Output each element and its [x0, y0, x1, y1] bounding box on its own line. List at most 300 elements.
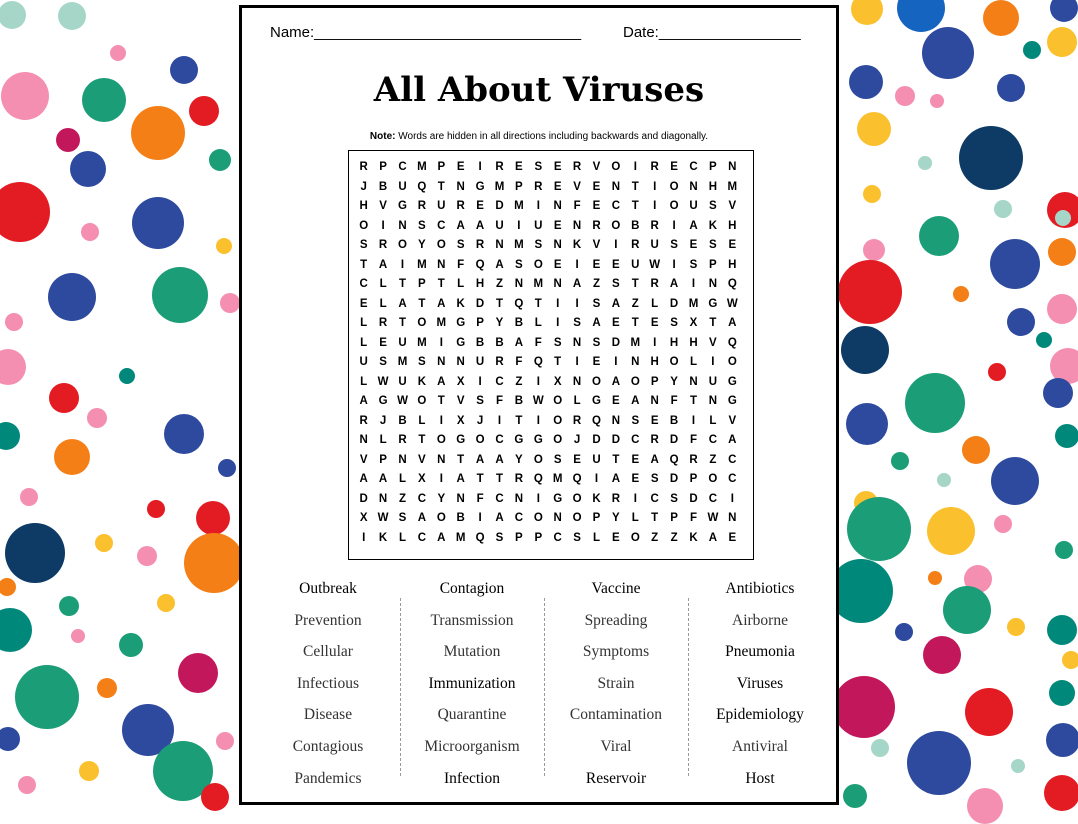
- grid-letter: F: [495, 395, 503, 407]
- grid-letter: E: [379, 336, 387, 349]
- polka-dot: [847, 497, 911, 561]
- grid-letter: I: [730, 492, 734, 505]
- grid-letter: D: [611, 434, 621, 446]
- grid-letter: P: [379, 453, 387, 466]
- grid-letter: A: [495, 258, 504, 271]
- grid-letter: G: [727, 375, 737, 388]
- polka-dot: [152, 267, 208, 323]
- grid-letter: N: [689, 180, 698, 193]
- grid-letter: K: [708, 219, 718, 232]
- grid-letter: B: [514, 317, 524, 329]
- grid-letter: O: [533, 258, 543, 271]
- grid-letter: U: [398, 336, 407, 349]
- grid-letter: W: [532, 395, 544, 407]
- grid-letter: C: [708, 492, 718, 505]
- name-field-label: Name:________________________________: [270, 24, 582, 41]
- grid-letter: R: [475, 239, 485, 251]
- grid-letter: L: [418, 414, 426, 427]
- grid-letter: K: [456, 297, 465, 310]
- polka-dot: [863, 239, 885, 261]
- grid-letter: V: [709, 336, 717, 349]
- word-list-item: Disease: [303, 706, 353, 724]
- grid-row: [349, 431, 753, 451]
- grid-letter: L: [398, 531, 406, 544]
- grid-letter: S: [456, 239, 465, 251]
- grid-row: [349, 490, 753, 510]
- polka-dot: [132, 197, 184, 249]
- grid-letter: S: [379, 356, 387, 368]
- grid-letter: O: [572, 492, 582, 505]
- polka-dot: [49, 383, 79, 413]
- grid-letter: D: [669, 297, 679, 310]
- polka-dot: [1036, 332, 1052, 348]
- word-list-item: Symptoms: [582, 643, 650, 661]
- grid-letter: N: [456, 492, 465, 505]
- polka-dot: [897, 0, 945, 32]
- grid-letter: M: [436, 317, 447, 329]
- grid-letter: I: [691, 278, 696, 290]
- grid-letter: O: [436, 239, 446, 251]
- grid-letter: E: [728, 239, 737, 251]
- grid-row: [349, 353, 753, 373]
- grid-row: [349, 236, 753, 256]
- grid-letter: V: [379, 200, 387, 212]
- grid-letter: H: [650, 356, 659, 368]
- grid-letter: R: [495, 356, 504, 368]
- polka-dot: [95, 534, 113, 552]
- grid-letter: I: [439, 473, 443, 485]
- grid-letter: N: [553, 239, 562, 251]
- grid-letter: S: [670, 239, 678, 251]
- grid-letter: V: [573, 180, 581, 193]
- grid-letter: L: [573, 395, 581, 407]
- grid-letter: T: [398, 278, 406, 290]
- grid-letter: T: [495, 473, 503, 485]
- grid-letter: M: [688, 297, 699, 310]
- word-list-item: Contagion: [439, 580, 505, 597]
- grid-letter: U: [398, 375, 407, 388]
- grid-letter: C: [553, 531, 562, 544]
- grid-letter: M: [397, 356, 408, 368]
- grid-letter: Y: [515, 453, 523, 466]
- grid-letter: A: [708, 531, 718, 544]
- grid-letter: D: [592, 434, 601, 446]
- grid-letter: P: [689, 473, 698, 485]
- grid-letter: R: [689, 453, 698, 466]
- grid-letter: H: [669, 336, 679, 349]
- grid-letter: E: [592, 180, 601, 193]
- grid-letter: O: [630, 375, 640, 388]
- page-title: All About Viruses: [373, 70, 705, 110]
- grid-letter: Z: [592, 278, 600, 290]
- grid-letter: A: [611, 473, 621, 485]
- grid-letter: C: [359, 278, 368, 290]
- grid-letter: H: [728, 258, 737, 271]
- grid-letter: K: [417, 375, 427, 388]
- grid-letter: R: [417, 200, 427, 212]
- grid-letter: P: [515, 180, 523, 193]
- grid-letter: M: [727, 180, 738, 193]
- polka-dot: [1046, 723, 1078, 757]
- polka-dot: [0, 182, 50, 242]
- grid-letter: Y: [418, 239, 426, 251]
- grid-letter: Z: [515, 375, 523, 388]
- grid-letter: I: [439, 336, 443, 349]
- grid-letter: B: [475, 336, 485, 349]
- grid-letter: U: [359, 356, 368, 368]
- grid-letter: U: [437, 200, 446, 212]
- grid-letter: Y: [612, 512, 620, 524]
- grid-row: [349, 392, 753, 412]
- polka-dot: [56, 128, 80, 152]
- grid-letter: G: [456, 434, 466, 446]
- polka-dot: [1047, 27, 1077, 57]
- grid-letter: T: [437, 278, 445, 290]
- grid-letter: G: [514, 434, 524, 446]
- polka-dot: [895, 623, 913, 641]
- grid-letter: M: [514, 200, 524, 212]
- grid-letter: T: [515, 414, 523, 427]
- word-list-item: Contamination: [569, 706, 663, 724]
- grid-letter: K: [378, 531, 388, 544]
- polka-dot: [48, 273, 96, 321]
- grid-letter: N: [456, 180, 465, 193]
- polka-dot: [18, 776, 36, 794]
- grid-letter: F: [457, 258, 465, 271]
- grid-letter: N: [708, 395, 718, 407]
- grid-letter: T: [689, 395, 697, 407]
- grid-letter: A: [611, 375, 621, 388]
- grid-letter: E: [670, 161, 678, 173]
- grid-letter: G: [708, 297, 718, 310]
- grid-letter: T: [709, 317, 717, 329]
- polka-dot: [891, 452, 909, 470]
- polka-dot: [895, 86, 915, 106]
- grid-letter: L: [379, 278, 387, 290]
- polka-dot: [1007, 618, 1025, 636]
- grid-letter: N: [689, 375, 698, 388]
- polka-dot: [147, 500, 165, 518]
- grid-letter: T: [631, 200, 639, 212]
- polka-dot: [1047, 615, 1077, 645]
- word-list-item: Viral: [600, 738, 632, 755]
- grid-letter: M: [455, 531, 466, 544]
- grid-letter: G: [378, 395, 388, 407]
- polka-dot: [0, 349, 26, 385]
- grid-letter: M: [494, 180, 505, 193]
- grid-letter: D: [611, 336, 621, 349]
- polka-dot: [0, 578, 16, 596]
- grid-letter: U: [708, 375, 718, 388]
- polka-dot: [1050, 0, 1078, 22]
- grid-letter: C: [398, 161, 407, 173]
- grid-letter: N: [398, 219, 407, 232]
- grid-letter: O: [417, 395, 427, 407]
- grid-letter: P: [437, 161, 446, 173]
- grid-letter: M: [533, 278, 544, 290]
- grid-letter: I: [497, 414, 502, 427]
- grid-letter: B: [669, 414, 679, 427]
- grid-letter: Q: [669, 453, 679, 466]
- instruction-note: [242, 131, 836, 142]
- grid-letter: D: [475, 297, 485, 310]
- grid-letter: V: [456, 395, 465, 407]
- polka-dot: [131, 106, 185, 160]
- grid-letter: I: [536, 200, 540, 212]
- polka-dot: [216, 732, 234, 750]
- grid-row: [349, 373, 753, 393]
- grid-letter: L: [360, 336, 368, 349]
- grid-letter: A: [456, 473, 465, 485]
- grid-letter: P: [592, 512, 601, 524]
- word-column: [688, 580, 832, 792]
- grid-letter: T: [398, 317, 406, 329]
- grid-letter: S: [418, 219, 426, 232]
- grid-letter: P: [534, 531, 543, 544]
- grid-letter: W: [397, 395, 408, 407]
- polka-dot: [216, 238, 232, 254]
- grid-letter: E: [592, 356, 601, 368]
- polka-dot: [922, 27, 974, 79]
- grid-letter: L: [534, 317, 542, 329]
- grid-letter: C: [495, 492, 504, 505]
- polka-dot: [119, 368, 135, 384]
- grid-letter: V: [728, 200, 737, 212]
- grid-letter: O: [533, 512, 543, 524]
- polka-dot: [857, 112, 891, 146]
- grid-letter: I: [711, 356, 715, 368]
- polka-dot: [994, 200, 1012, 218]
- grid-letter: C: [631, 434, 640, 446]
- grid-letter: Q: [475, 258, 485, 271]
- grid-letter: E: [689, 239, 698, 251]
- grid-letter: O: [398, 239, 407, 251]
- word-list-item: Antiviral: [732, 738, 788, 755]
- grid-letter: E: [515, 161, 523, 173]
- polka-dot: [5, 523, 65, 583]
- grid-letter: N: [611, 180, 621, 193]
- grid-letter: S: [495, 531, 504, 544]
- grid-letter: F: [573, 200, 581, 212]
- grid-letter: Q: [572, 473, 582, 485]
- grid-letter: Z: [631, 297, 639, 310]
- grid-letter: A: [650, 453, 659, 466]
- grid-letter: O: [533, 453, 543, 466]
- grid-letter: E: [592, 258, 601, 271]
- word-column: [400, 580, 544, 792]
- grid-letter: I: [362, 531, 366, 544]
- grid-letter: N: [514, 278, 524, 290]
- grid-letter: C: [495, 375, 504, 388]
- grid-letter: Y: [437, 492, 446, 505]
- polka-dot: [990, 239, 1040, 289]
- grid-letter: R: [650, 278, 659, 290]
- grid-letter: U: [534, 219, 543, 232]
- grid-letter: Q: [727, 278, 737, 290]
- grid-letter: R: [631, 239, 640, 251]
- polka-dot: [137, 546, 157, 566]
- grid-letter: E: [728, 531, 737, 544]
- word-column: [544, 580, 688, 792]
- grid-letter: I: [594, 473, 599, 485]
- grid-letter: U: [650, 239, 659, 251]
- grid-letter: R: [572, 414, 582, 427]
- grid-letter: O: [436, 512, 446, 524]
- grid-letter: I: [614, 356, 618, 368]
- grid-letter: P: [709, 258, 717, 271]
- grid-letter: K: [689, 531, 698, 544]
- word-list-item: Vaccine: [591, 580, 641, 597]
- grid-letter: Q: [592, 414, 601, 427]
- grid-letter: R: [650, 161, 659, 173]
- polka-dot: [871, 739, 889, 757]
- grid-letter: G: [456, 317, 466, 329]
- polka-dot: [110, 45, 126, 61]
- grid-letter: E: [612, 531, 620, 544]
- grid-letter: C: [689, 161, 698, 173]
- grid-letter: E: [612, 317, 620, 329]
- grid-letter: A: [495, 453, 504, 466]
- grid-letter: F: [670, 395, 678, 407]
- word-list-item: Infection: [444, 769, 500, 787]
- grid-letter: N: [728, 161, 737, 173]
- grid-letter: I: [536, 375, 540, 388]
- grid-letter: U: [689, 200, 698, 212]
- grid-letter: C: [728, 453, 737, 466]
- polka-dot: [991, 457, 1039, 505]
- grid-letter: I: [439, 414, 443, 427]
- polka-dot: [1048, 238, 1076, 266]
- grid-letter: E: [650, 317, 659, 329]
- word-list-item: Outbreak: [299, 580, 357, 597]
- polka-dot: [849, 65, 883, 99]
- grid-letter: Z: [398, 492, 406, 505]
- grid-letter: G: [727, 395, 737, 407]
- word-list-item: Reservoir: [585, 769, 647, 787]
- grid-letter: Q: [417, 180, 427, 193]
- polka-dot: [1043, 378, 1073, 408]
- grid-letter: I: [653, 336, 657, 349]
- grid-letter: N: [572, 375, 582, 388]
- grid-letter: T: [651, 512, 659, 524]
- grid-letter: N: [728, 512, 737, 524]
- grid-letter: S: [534, 239, 543, 251]
- grid-letter: K: [592, 492, 601, 505]
- grid-letter: C: [708, 434, 718, 446]
- grid-letter: I: [536, 414, 540, 427]
- polka-dot: [201, 783, 229, 811]
- grid-letter: A: [378, 473, 388, 485]
- grid-letter: N: [611, 414, 621, 427]
- grid-letter: R: [378, 239, 388, 251]
- grid-letter: E: [553, 161, 562, 173]
- grid-letter: I: [653, 180, 657, 193]
- grid-letter: E: [573, 453, 581, 466]
- grid-letter: I: [478, 375, 482, 388]
- grid-letter: L: [360, 375, 368, 388]
- grid-letter: Y: [495, 317, 504, 329]
- grid-letter: O: [572, 512, 582, 524]
- grid-row: [349, 529, 753, 549]
- grid-letter: T: [418, 434, 426, 446]
- grid-letter: T: [437, 395, 445, 407]
- grid-letter: S: [553, 453, 562, 466]
- polka-dot: [0, 608, 32, 652]
- grid-letter: H: [728, 219, 737, 232]
- grid-letter: N: [572, 336, 582, 349]
- grid-letter: L: [379, 434, 387, 446]
- polka-dot: [930, 94, 944, 108]
- polka-dot: [841, 326, 889, 374]
- polka-dot: [0, 727, 20, 751]
- grid-letter: O: [553, 434, 563, 446]
- grid-letter: T: [360, 258, 368, 271]
- grid-letter: A: [572, 278, 582, 290]
- grid-letter: O: [359, 219, 369, 232]
- grid-letter: N: [437, 356, 446, 368]
- grid-letter: E: [456, 161, 465, 173]
- grid-letter: P: [670, 512, 678, 524]
- grid-letter: P: [476, 317, 484, 329]
- polka-dot: [988, 363, 1006, 381]
- polka-dot: [70, 151, 106, 187]
- grid-letter: R: [456, 200, 465, 212]
- grid-letter: D: [689, 492, 698, 505]
- polka-dot: [1055, 541, 1073, 559]
- grid-letter: H: [708, 180, 718, 193]
- grid-letter: C: [514, 512, 524, 524]
- grid-letter: W: [649, 258, 661, 271]
- grid-letter: L: [379, 297, 387, 310]
- grid-letter: N: [631, 356, 640, 368]
- grid-letter: O: [669, 200, 679, 212]
- word-list-item: Strain: [597, 674, 635, 692]
- grid-letter: L: [631, 512, 639, 524]
- grid-letter: Z: [651, 531, 659, 544]
- grid-letter: Q: [514, 297, 524, 310]
- grid-letter: C: [728, 473, 737, 485]
- grid-letter: S: [592, 336, 601, 349]
- grid-letter: I: [400, 258, 405, 271]
- polka-dot: [87, 408, 107, 428]
- polka-dot: [15, 665, 79, 729]
- grid-letter: Q: [727, 336, 737, 349]
- polka-dot: [196, 501, 230, 535]
- grid-letter: S: [689, 258, 698, 271]
- polka-dot: [218, 459, 236, 477]
- grid-letter: D: [669, 434, 679, 446]
- grid-letter: J: [379, 414, 387, 427]
- grid-letter: F: [476, 492, 484, 505]
- grid-letter: S: [359, 239, 368, 251]
- word-list: [256, 580, 832, 792]
- grid-letter: C: [437, 219, 446, 232]
- word-list-item: Transmission: [430, 611, 514, 629]
- grid-row: [349, 451, 753, 471]
- grid-letter: X: [418, 473, 426, 485]
- grid-letter: E: [359, 297, 368, 310]
- grid-letter: V: [592, 161, 601, 173]
- polka-dot: [962, 436, 990, 464]
- grid-letter: Q: [533, 356, 543, 368]
- grid-letter: X: [359, 512, 368, 524]
- grid-letter: R: [572, 161, 582, 173]
- grid-letter: W: [377, 512, 389, 524]
- polka-dot: [54, 439, 90, 475]
- grid-letter: X: [553, 375, 562, 388]
- grid-letter: O: [708, 473, 718, 485]
- grid-letter: T: [437, 180, 445, 193]
